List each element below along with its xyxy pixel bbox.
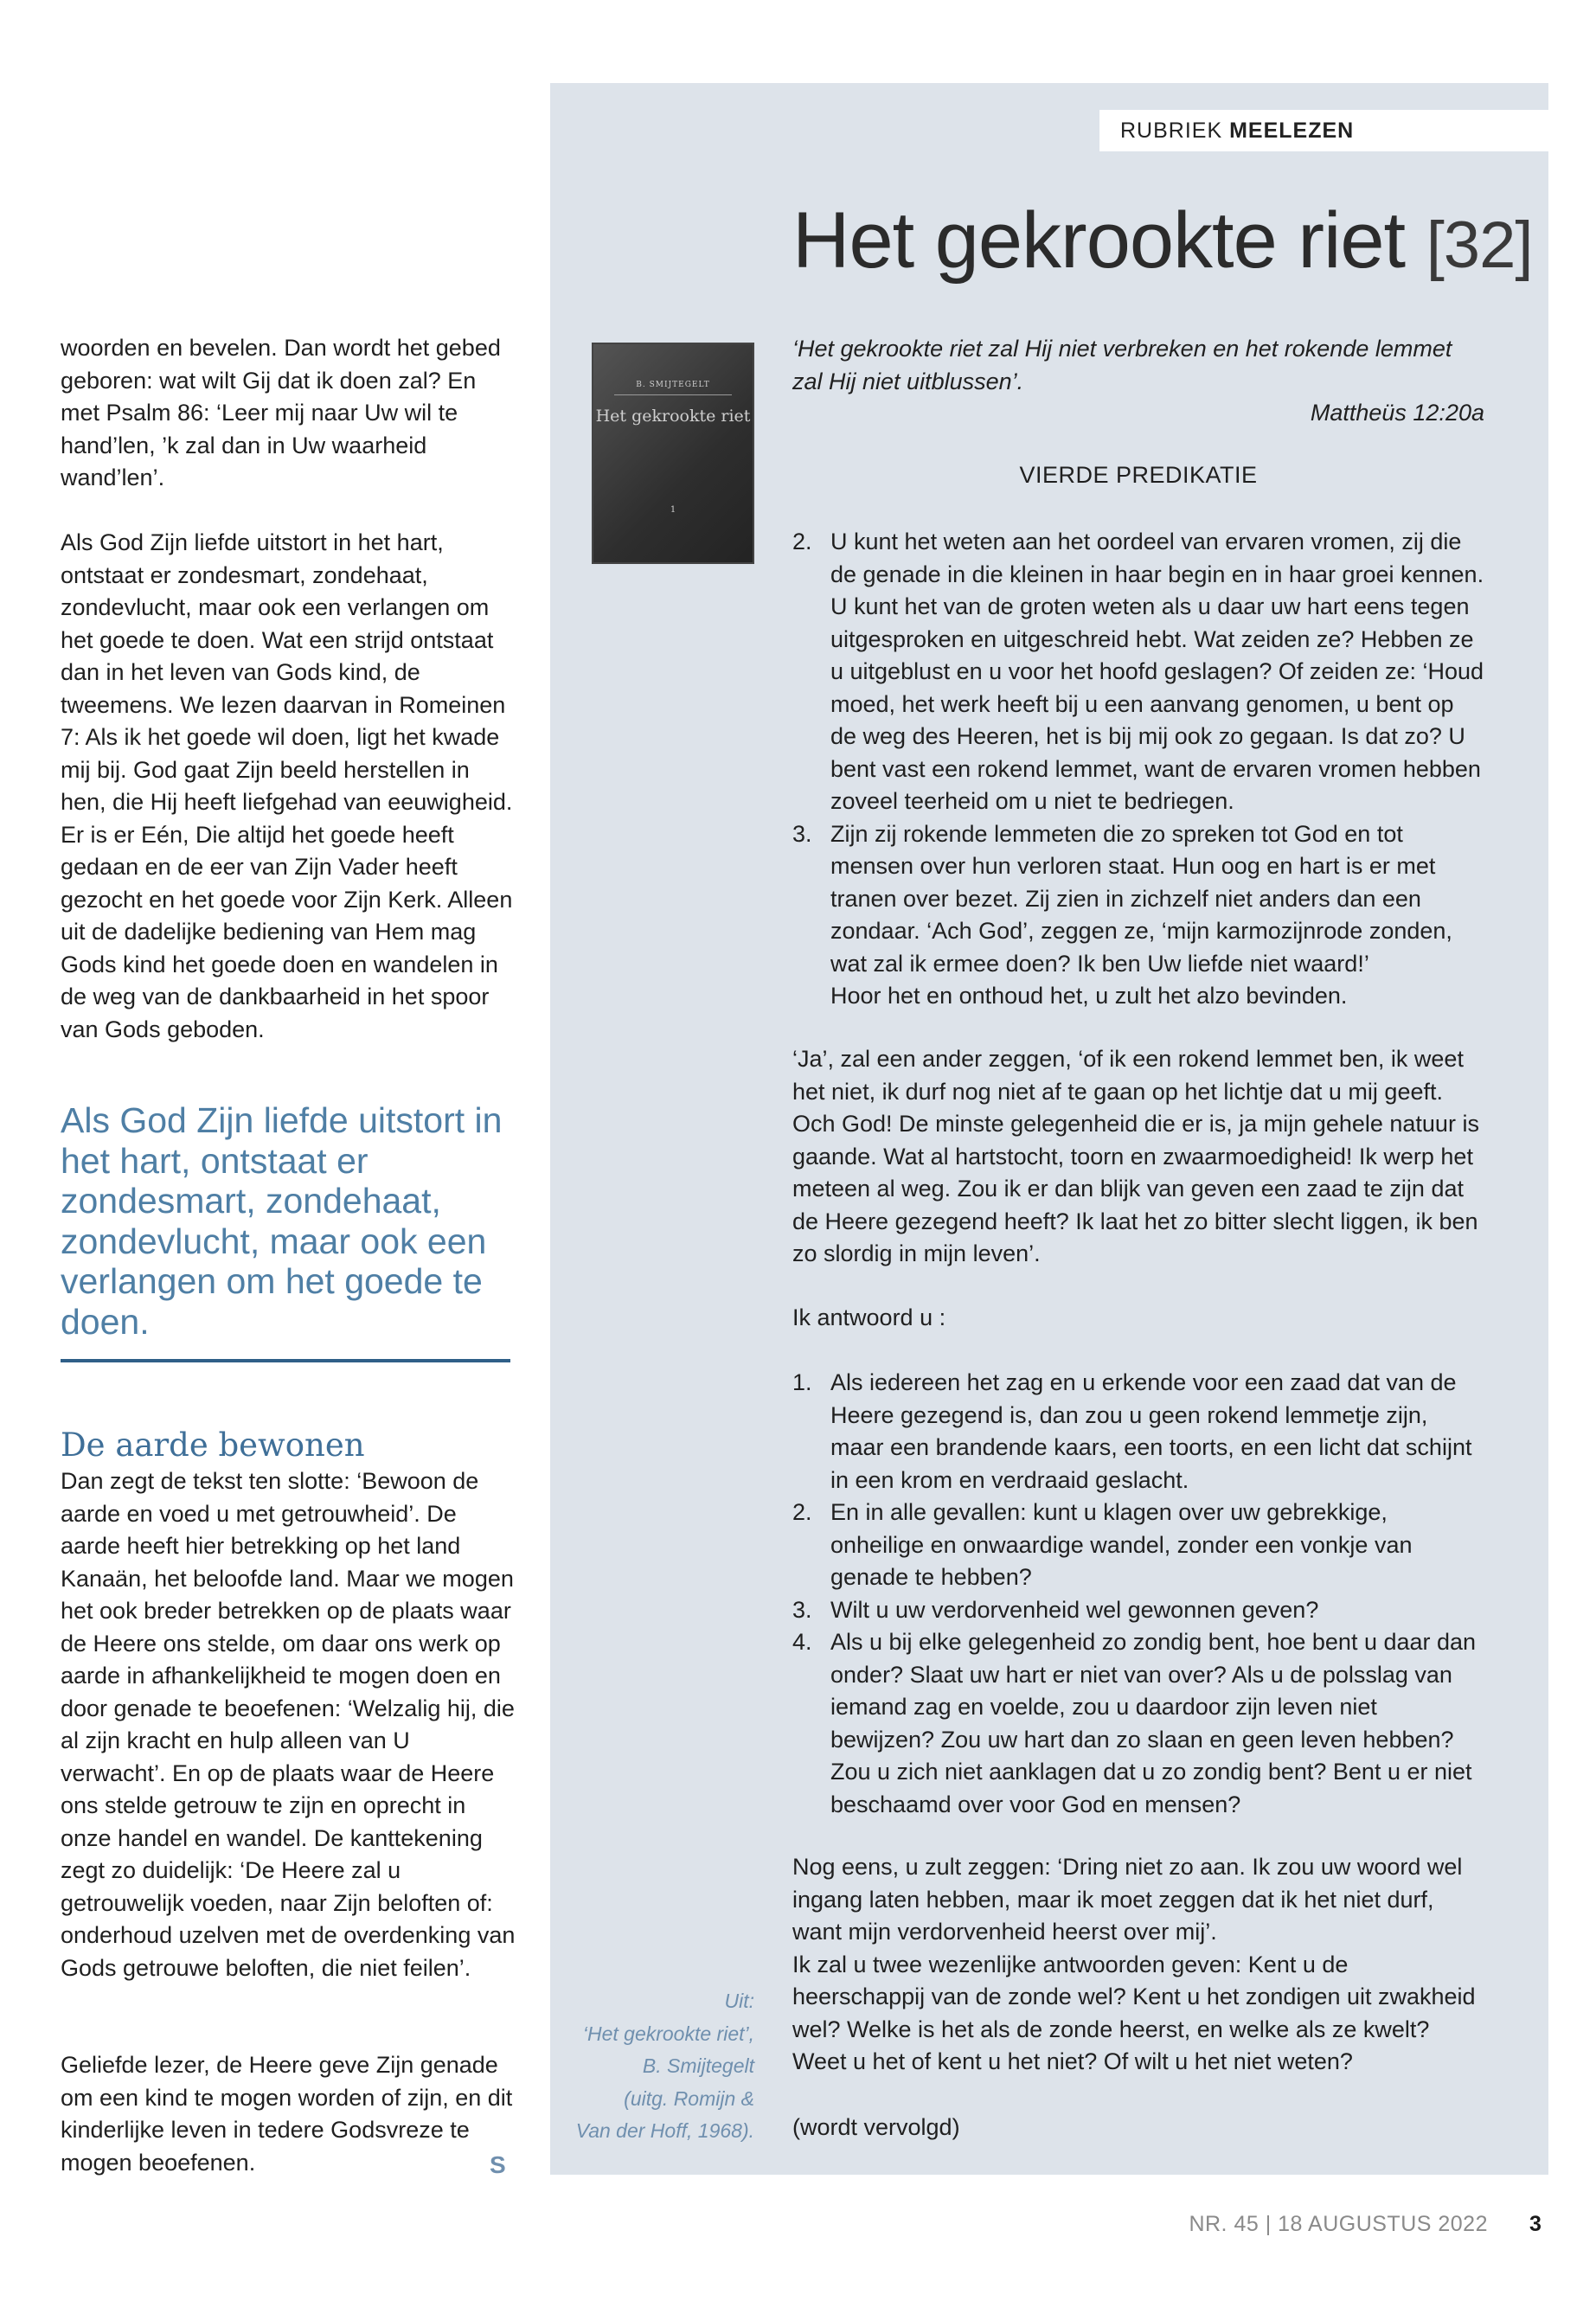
list-item bbox=[792, 980, 1484, 1013]
list-num: 3. bbox=[792, 820, 812, 847]
list-item bbox=[792, 1594, 1484, 1627]
issue-info: NR. 45 | 18 AUGUSTUS 2022 bbox=[1189, 2212, 1488, 2236]
list-num: 2. bbox=[792, 1499, 812, 1525]
book-author: B. SMIJTEGELT bbox=[636, 381, 710, 389]
list-1 bbox=[792, 526, 1484, 1013]
list-text: Als u bij elke gelegenheid zo zondig bent, hoe bent u daar dan onder? Slaat uw hart er niet van over? Als u de polsslag van iemand zag en voelde, zou u daardoor zijn leven niet bewijzen? Zou uw hart dan zo slaan en geen leven hebben? Zou u zich niet aanklagen dat u zo zondig bent? Bent u er niet beschaamd over voor God en mensen? bbox=[830, 1629, 1477, 1817]
pull-quote-rule bbox=[61, 1359, 510, 1362]
para-ja bbox=[792, 1043, 1484, 1271]
antwoord bbox=[792, 1302, 1484, 1335]
book-volume: 1 bbox=[670, 505, 676, 515]
left-para-3-text: Dan zegt de tekst ten slotte: ‘Bewoon de aarde en voed u met getrouwheid’. De aarde heeft hier betrekking op het land Kanaän, het beloofde land. Maar we mogen het ook breder betrekken op de plaats waar de Heere ons stelde, om daar ons werk op aarde in afhankelijkheid te mogen doen en door genade te beoefenen: ‘Welzalig hij, die al zijn kracht en hulp alleen van U verwacht’. En op de plaats waar de Heere ons stelde getrouw te zijn en oprecht in onze handel en wandel. De kanttekening zegt zo duidelijk: ‘De Heere zal u getrouwelijk voeden, naar Zijn beloften of: onderhoud uzelven met de overdenking van Gods getrouwe beloften, die niet feilen’. bbox=[61, 1468, 516, 1981]
antwoord-text: Ik antwoord u : bbox=[792, 1304, 946, 1330]
page-number: 3 bbox=[1529, 2212, 1542, 2236]
book-cover-image bbox=[592, 343, 754, 564]
list-text: Als iedereen het zag en u erkende voor een zaad dat van de Heere gezegend is, dan zou u geen rokend lemmetje zijn, maar een brandende kaars, een toorts, en een licht dat schijnt in een krom en verdraaid geslacht. bbox=[830, 1369, 1472, 1493]
para-nog bbox=[792, 1851, 1484, 2079]
section-prefix: RUBRIEK bbox=[1120, 119, 1223, 143]
list-text: En in alle gevallen: kunt u klagen over uw gebrekkige, onheilige en onwaardige wandel, zonder een vonkje van genade te hebben? bbox=[830, 1499, 1413, 1590]
vervolg-text: (wordt vervolgd) bbox=[792, 2114, 960, 2140]
left-para-2 bbox=[61, 527, 519, 1046]
para-ja-text: ‘Ja’, zal een ander zeggen, ‘of ik een rokend lemmet ben, ik weet het niet, ik durf nog niet af te gaan op het lichtje dat u mij geeft. Och God! De minste gelegenheid die er is, ja mijn gehele natuur is gaande. Wat al hartstocht, toorn en zwaarmoedigheid! Ik werp het meteen al weg. Zou ik er dan blijk van geven een zaad te zijn dat de Heere gezegend heeft? Ik laat het zo bitter slecht liggen, ik ben zo slordig in mijn leven’. bbox=[792, 1046, 1479, 1266]
section-label bbox=[1099, 110, 1548, 151]
image-caption bbox=[562, 1985, 754, 2148]
article-title bbox=[792, 195, 1532, 286]
left-para-3 bbox=[61, 1465, 519, 1984]
caption-line: Uit: bbox=[724, 1990, 754, 2012]
list-tail: Hoor het en onthoud het, u zult het alzo bevinden. bbox=[830, 983, 1348, 1009]
list-item bbox=[792, 526, 1484, 818]
list-item bbox=[792, 818, 1484, 981]
pull-quote: Als God Zijn liefde uitstort in het hart, ontstaat er zondesmart, zondehaat, zondevlucht, maar ook een verlangen om het goede te doen. bbox=[61, 1100, 503, 1342]
left-para-1 bbox=[61, 332, 519, 495]
book-title: Het gekrookte riet bbox=[595, 407, 751, 426]
caption-line: (uitg. Romijn & bbox=[624, 2086, 754, 2110]
list-text: Zijn zij rokende lemmeten die zo spreken tot God en tot mensen over hun verloren staat. Hun oog en hart is er met tranen over bezet. Zij zien in zichzelf niet anders dan een zondaar. ‘Ach God’, zeggen ze, ‘mijn karmozijnrode zonden, wat zal ik ermee doen? Ik ben Uw liefde niet waard!’ bbox=[830, 820, 1452, 977]
left-para-1-text: woorden en bevelen. Dan wordt het gebed geboren: wat wilt Gij dat ik doen zal? En met Psalm 86: ‘Leer mij naar Uw wil te hand’len, ’k zal dan in Uw waarheid wand’len’. bbox=[61, 335, 501, 490]
caption-line: ‘Het gekrookte riet’, bbox=[582, 2022, 754, 2045]
title-number: [32] bbox=[1426, 208, 1533, 282]
left-para-2-text: Als God Zijn liefde uitstort in het hart, ontstaat er zondesmart, zondehaat, zondevlucht, maar ook een verlangen om het goede te doen. Wat een strijd ontstaat dan in het leven van Gods kind, de tweemens. We lezen daarvan in Romeinen 7: Als ik het goede wil doen, ligt het kwade mij bij. God gaat Zijn beeld herstellen in hen, die Hij heeft liefgehad van eeuwigheid. Er is er Eén, Die altijd het goede heeft gedaan en de eer van Zijn Vader heeft gezocht en het goede voor Zijn Kerk. Alleen uit de dadelijke bediening van Hem mag Gods kind het goede doen en wandelen in de weg van de dankbaarheid in het spoor van Gods geboden. bbox=[61, 529, 513, 1042]
left-para-4-text: Geliefde lezer, de Heere geve Zijn genade om een kind te mogen worden of zijn, en dit kinderlijke leven in tedere Godsvreze te mogen beoefenen. bbox=[61, 2052, 513, 2176]
end-mark-icon: S bbox=[490, 2151, 506, 2178]
subheading: De aarde bewonen bbox=[61, 1426, 365, 1464]
list-text: Wilt u uw verdorvenheid wel gewonnen geven? bbox=[830, 1596, 1319, 1623]
list-num: 3. bbox=[792, 1596, 812, 1623]
list-2 bbox=[792, 1367, 1484, 1821]
list-item bbox=[792, 1367, 1484, 1497]
list-text: U kunt het weten aan het oordeel van ervaren vromen, zij die de genade in die kleinen in haar begin en in haar groei kennen. U kunt het van de groten weten als u daar uw hart eens tegen uitgesproken en uitgeschreid hebt. Wat zeiden ze? Hebben ze u uitgeblust en u voor het hoofd geslagen? Of zeiden ze: ‘Houd moed, het werk heeft bij u een aanvang genomen, u bent op de weg des Heeren, het is bij mij ook zo gegaan. Is dat zo? U bent vast een rokend lemmet, want de ervaren vromen hebben zoveel teerheid om u niet te bedriegen. bbox=[830, 529, 1484, 814]
list-num: 2. bbox=[792, 529, 812, 554]
bible-reference: Mattheüs 12:20a bbox=[1310, 400, 1484, 426]
section-name: MEELEZEN bbox=[1229, 119, 1355, 143]
list-num: 1. bbox=[792, 1369, 812, 1395]
left-para-4 bbox=[61, 2049, 519, 2179]
title-main: Het gekrookte riet bbox=[792, 196, 1406, 285]
list-num: 4. bbox=[792, 1629, 812, 1655]
para-nog-text: Nog eens, u zult zeggen: ‘Dring niet zo aan. Ik zou uw woord wel ingang laten hebben, maar ik moet zeggen dat ik het niet durf, want mijn verdorvenheid heerst over mij’. bbox=[792, 1854, 1463, 1945]
caption-line: B. Smijtegelt bbox=[642, 2054, 754, 2077]
epigraph: ‘Het gekrookte riet zal Hij niet verbreken en het rokende lemmet zal Hij niet uitblussen’. bbox=[792, 336, 1452, 394]
section-title: VIERDE PREDIKATIE bbox=[1019, 462, 1258, 488]
vervolg bbox=[792, 2112, 1484, 2144]
book-rule bbox=[614, 394, 732, 395]
list-item bbox=[792, 1497, 1484, 1594]
list-item bbox=[792, 1626, 1484, 1821]
caption-line: Van der Hoff, 1968). bbox=[575, 2119, 754, 2142]
para-twee-text: Ik zal u twee wezenlijke antwoorden geven: Kent u de heerschappij van de zonde wel? Kent u het zondigen uit zwakheid wel? Welke is het als de zonde heerst, en welke als ze kwelt? Weet u het of kent u het niet? Of wilt u het niet weten? bbox=[792, 1951, 1476, 2074]
